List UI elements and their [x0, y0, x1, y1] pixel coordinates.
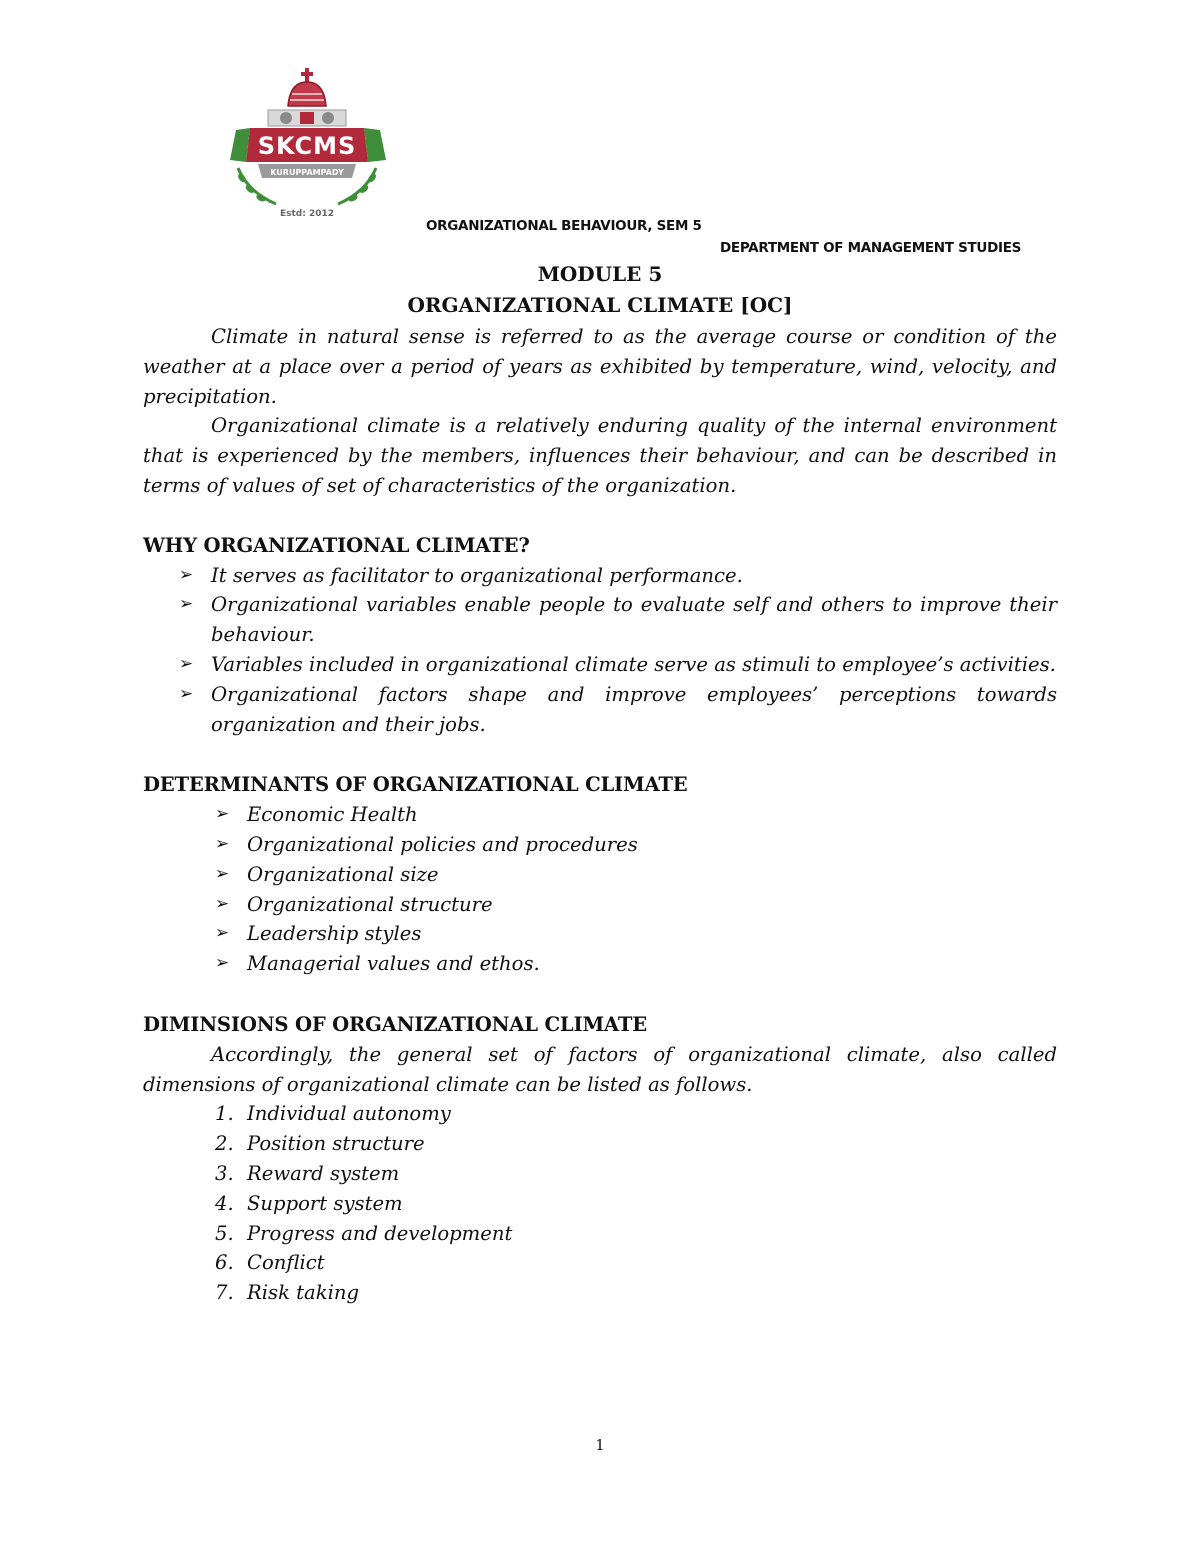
list-item: ➢ Variables included in organizational climate serve as stimuli to employee’s activities.	[143, 650, 1057, 680]
list-item: ➢ Organizational size	[143, 860, 1057, 890]
arrow-bullet-icon: ➢	[179, 564, 194, 585]
college-crest-logo	[228, 64, 388, 224]
list-item: 6. Conflict	[215, 1251, 325, 1275]
arrow-bullet-icon: ➢	[179, 594, 194, 615]
logo-brand-text: SKCMS	[257, 132, 357, 160]
list-item: ➢ Organizational factors shape and improve employees’ perceptions towards organization and their jobs.	[143, 680, 1057, 740]
page-number: 1	[595, 1436, 605, 1454]
logo-estd-text: Estd: 2012	[279, 209, 335, 219]
logo-place-text: KURUPPAMPADY	[270, 168, 344, 177]
dimensions-list	[143, 1099, 1057, 1308]
list-item: ➢ Economic Health	[143, 800, 1057, 830]
why-list	[143, 561, 1057, 740]
intro-paragraph-1: Climate in natural sense is referred to as the average course or condition of the weather at a place over a period of years as exhibited by temperature, wind, velocity, and precipitation.	[143, 325, 1057, 408]
arrow-bullet-icon: ➢	[215, 923, 230, 944]
list-item: 1. Individual autonomy	[215, 1102, 451, 1126]
arrow-bullet-icon: ➢	[215, 863, 230, 884]
document-body	[143, 322, 1057, 1308]
document-title: ORGANIZATIONAL CLIMATE [OC]	[407, 293, 793, 317]
determinants-heading: DETERMINANTS OF ORGANIZATIONAL CLIMATE	[143, 773, 688, 797]
list-item: 5. Progress and development	[215, 1221, 513, 1245]
course-header: ORGANIZATIONAL BEHAVIOUR, SEM 5	[426, 218, 702, 234]
arrow-bullet-icon: ➢	[179, 653, 194, 674]
list-item: ➢ Organizational structure	[143, 890, 1057, 920]
arrow-bullet-icon: ➢	[215, 804, 230, 825]
list-item: ➢ It serves as facilitator to organizational performance.	[143, 561, 1057, 591]
department-header: DEPARTMENT OF MANAGEMENT STUDIES	[720, 240, 1022, 256]
determinants-list	[143, 800, 1057, 979]
list-item: 7. Risk taking	[215, 1281, 360, 1305]
arrow-bullet-icon: ➢	[215, 953, 230, 974]
list-item: ➢ Leadership styles	[143, 919, 1057, 949]
list-item: 4. Support system	[215, 1191, 403, 1215]
list-item: 2. Position structure	[215, 1132, 425, 1156]
list-item: 3. Reward system	[215, 1161, 400, 1185]
module-title: MODULE 5	[537, 262, 663, 286]
dimensions-intro: Accordingly, the general set of factors of organizational climate, also called dimensions of organizational climate can be listed as follows.	[143, 1042, 1057, 1096]
why-heading: WHY ORGANIZATIONAL CLIMATE?	[143, 533, 530, 557]
arrow-bullet-icon: ➢	[215, 893, 230, 914]
list-item: ➢ Managerial values and ethos.	[143, 949, 1057, 979]
list-item: ➢ Organizational variables enable people to evaluate self and others to improve their behaviour.	[143, 590, 1057, 650]
arrow-bullet-icon: ➢	[215, 833, 230, 854]
arrow-bullet-icon: ➢	[179, 683, 194, 704]
list-item: ➢ Organizational policies and procedures	[143, 830, 1057, 860]
dimensions-heading: DIMINSIONS OF ORGANIZATIONAL CLIMATE	[143, 1012, 647, 1036]
intro-paragraph-2: Organizational climate is a relatively enduring quality of the internal environment that is experienced by the members, influences their behaviour, and can be described in terms of values of set of characteristics of the organization.	[143, 414, 1057, 497]
